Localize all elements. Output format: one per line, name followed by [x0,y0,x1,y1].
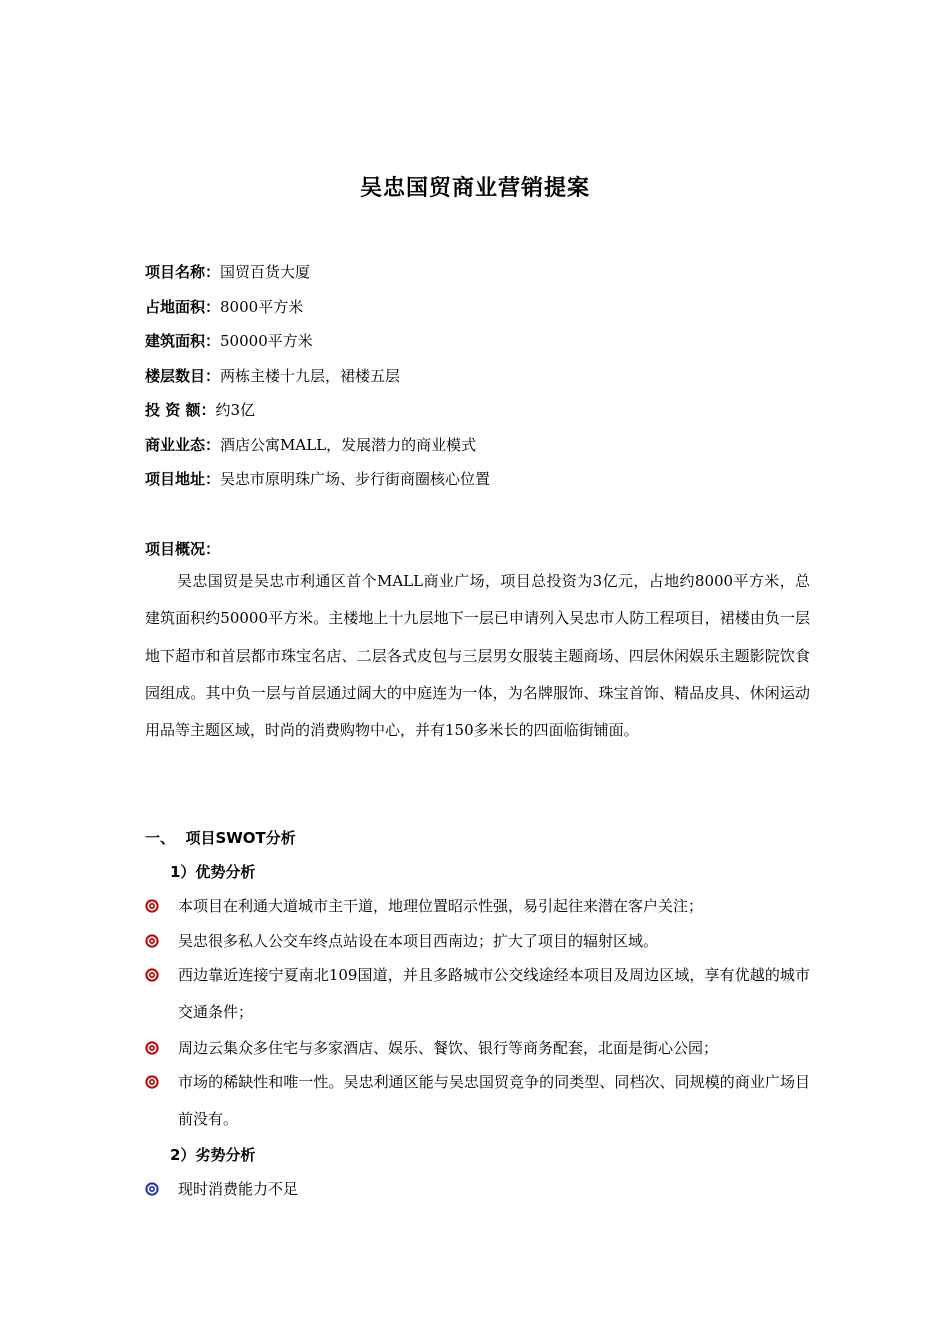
info-row-land-area [145,297,303,317]
info-value: 约3亿 [215,401,255,419]
info-row-address [145,469,490,489]
strength-text: 吴忠很多私人公交车终点站设在本项目西南边；扩大了项目的辐射区域。 [178,932,659,950]
strength-item [145,923,810,960]
double-circle-bullet-icon [145,934,159,948]
overview-heading: 项目概况： [145,540,221,558]
double-circle-bullet-icon [145,1182,159,1196]
info-label: 占地面积： [145,298,221,316]
info-value: 国贸百货大厦 [220,263,311,281]
info-value: 两栋主楼十九层，裙楼五层 [220,367,401,385]
weakness-text: 现时消费能力不足 [178,1180,299,1198]
info-value: 50000平方米 [220,332,313,350]
info-label: 商业业态： [145,436,221,454]
double-circle-bullet-icon [145,899,159,913]
strengths-heading: 1）优势分析 [170,863,256,881]
strength-item [145,1064,810,1139]
info-value: 酒店公寓MALL，发展潜力的商业模式 [220,436,477,454]
info-label: 项目名称： [145,263,221,281]
weaknesses-heading: 2）劣势分析 [170,1146,256,1164]
double-circle-bullet-icon [145,968,159,982]
info-row-investment [145,400,255,420]
strength-item [145,1030,810,1067]
info-value: 吴忠市原明珠广场、步行街商圈核心位置 [220,470,491,488]
info-row-project-name [145,262,310,282]
info-label: 项目地址： [145,470,221,488]
info-label: 楼层数目： [145,367,221,385]
double-circle-bullet-icon [145,1075,159,1089]
strength-text: 西边靠近连接宁夏南北109国道，并且多路城市公交线途经本项目及周边区域，享有优越的城市交通条件； [178,966,810,1022]
swot-section-heading: 一、 项目SWOT分析 [145,829,296,847]
weakness-item [145,1171,810,1208]
strength-item [145,957,810,1032]
info-row-building-area [145,331,313,351]
double-circle-bullet-icon [145,1041,159,1055]
info-row-floors [145,366,400,386]
info-row-business-type [145,435,476,455]
document-title: 吴忠国贸商业营销提案 [359,176,590,201]
info-label: 投 资 额： [145,401,216,419]
strength-text: 本项目在利通大道城市主干道，地理位置昭示性强，易引起往来潜在客户关注； [178,897,704,915]
info-value: 8000平方米 [220,298,304,316]
overview-paragraph: 吴忠国贸是吴忠市利通区首个MALL商业广场，项目总投资为3亿元，占地约8000平方米，总建筑面积约50000平方米。主楼地上十九层地下一层已申请列入吴忠市人防工程项目，裙楼由负一层地下超市和首层都市珠宝名店、二层各式皮包与三层男女服装主题商场、四层休闲娱乐主题影院饮食园组成。其中负一层与首层通过阔大的中庭连为一体，为名牌服饰、珠宝首饰、精品皮具、休闲运动用品等主题区域，时尚的消费购物中心，并有150多米长的四面临街铺面。 [145,572,810,740]
info-label: 建筑面积： [145,332,221,350]
strength-text: 市场的稀缺性和唯一性。吴忠利通区能与吴忠国贸竞争的同类型、同档次、同规模的商业广场目前没有。 [178,1073,810,1129]
strength-item [145,888,810,925]
strength-text: 周边云集众多住宅与多家酒店、娱乐、餐饮、银行等商务配套，北面是街心公园； [178,1039,719,1057]
